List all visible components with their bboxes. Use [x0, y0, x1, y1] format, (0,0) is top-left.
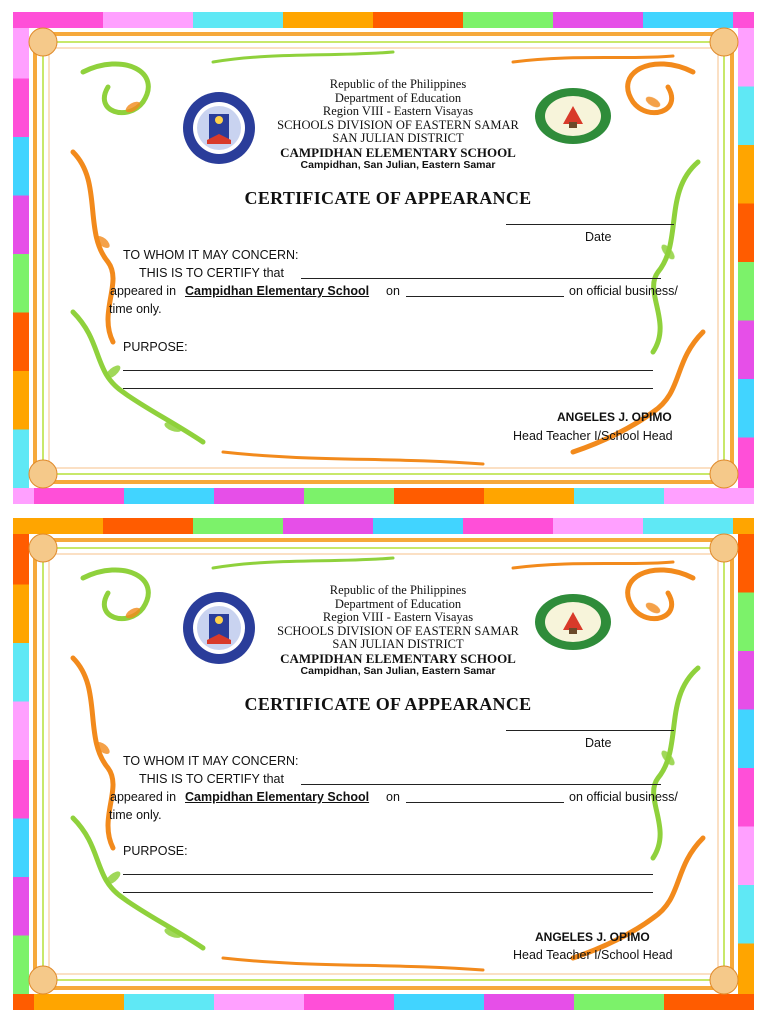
- border-stripe: [304, 488, 394, 504]
- border-stripe: [664, 994, 754, 1010]
- border-stripe: [214, 994, 304, 1010]
- certificate-title: CERTIFICATE OF APPEARANCE: [244, 188, 532, 208]
- border-stripe: [738, 944, 754, 995]
- name-blank-line: [301, 784, 661, 785]
- letterhead-line-2: Department of Education: [334, 90, 462, 105]
- border-stripe: [553, 518, 643, 534]
- date-blank-line: [406, 802, 564, 803]
- border-stripe: [738, 204, 754, 263]
- school-address: Campidhan, San Julian, Eastern Samar: [300, 159, 496, 171]
- border-stripe: [193, 12, 283, 28]
- border-stripe: [13, 488, 34, 504]
- letterhead: [243, 78, 553, 173]
- border-stripe: [394, 488, 484, 504]
- school-name-underlined: Campidhan Elementary School: [185, 284, 370, 298]
- border-stripe: [13, 518, 103, 534]
- letterhead-line-5: SAN JULIAN DISTRICT: [332, 637, 464, 651]
- purpose-line-1: [123, 874, 653, 875]
- letterhead-line-5: SAN JULIAN DISTRICT: [332, 131, 464, 145]
- school-name-underlined: Campidhan Elementary School: [185, 790, 370, 804]
- border-stripe: [643, 518, 733, 534]
- border-stripe: [738, 87, 754, 146]
- border-stripe: [13, 534, 29, 585]
- border-stripe: [738, 262, 754, 321]
- letterhead-line-1: Republic of the Philippines: [329, 583, 467, 597]
- border-stripe: [13, 371, 29, 430]
- letterhead-line-3: Region VIII - Eastern Visayas: [322, 104, 474, 118]
- official-business-text: on official business/: [569, 284, 678, 298]
- name-blank-line: [301, 278, 661, 279]
- certificate-card: [13, 12, 754, 504]
- border-stripe: [738, 379, 754, 438]
- date-blank-line: [406, 296, 564, 297]
- border-stripe: [13, 643, 29, 702]
- border-stripe: [738, 145, 754, 204]
- signatory-title: Head Teacher I/School Head: [513, 948, 673, 962]
- school-heading: CAMPIDHAN ELEMENTARY SCHOOL: [280, 144, 516, 160]
- certify-text: THIS IS TO CERTIFY that: [139, 772, 284, 786]
- date-label: Date: [585, 736, 612, 750]
- border-stripe: [738, 827, 754, 886]
- border-stripe: [103, 518, 193, 534]
- border-stripe: [574, 994, 664, 1010]
- date-line: [506, 224, 674, 225]
- border-stripe: [13, 28, 29, 79]
- salutation: TO WHOM IT MAY CONCERN:: [123, 248, 299, 262]
- border-stripe: [13, 196, 29, 255]
- border-stripe: [738, 710, 754, 769]
- signatory-title: Head Teacher I/School Head: [513, 429, 673, 443]
- purpose-line-2: [123, 892, 653, 893]
- border-stripe: [13, 79, 29, 138]
- border-stripe: [13, 877, 29, 936]
- purpose-label: PURPOSE:: [123, 844, 188, 858]
- time-text: time only.: [109, 302, 162, 316]
- border-stripe: [463, 518, 553, 534]
- border-stripe: [484, 994, 574, 1010]
- border-stripe: [124, 488, 214, 504]
- border-stripe: [103, 12, 193, 28]
- letterhead-line-4: SCHOOLS DIVISION OF EASTERN SAMAR: [277, 623, 519, 638]
- date-line: [506, 730, 674, 731]
- border-stripe: [738, 534, 754, 593]
- border-stripe: [738, 321, 754, 380]
- appeared-text: appeared in: [110, 284, 177, 298]
- certify-text: THIS IS TO CERTIFY that: [139, 266, 284, 280]
- school-address: Campidhan, San Julian, Eastern Samar: [300, 665, 496, 677]
- border-stripe: [13, 760, 29, 819]
- official-business-text: on official business/: [569, 790, 678, 804]
- letterhead-line-2: Department of Education: [334, 596, 462, 611]
- border-stripe: [13, 137, 29, 196]
- border-stripe: [373, 518, 463, 534]
- on-text: on: [386, 284, 400, 298]
- border-stripe: [13, 254, 29, 313]
- border-stripe: [373, 12, 463, 28]
- date-label: Date: [585, 230, 612, 244]
- border-stripe: [13, 994, 34, 1010]
- border-stripe: [193, 518, 283, 534]
- signatory-name: ANGELES J. OPIMO: [557, 410, 672, 424]
- on-text: on: [386, 790, 400, 804]
- border-stripe: [13, 12, 103, 28]
- purpose-line-2: [123, 388, 653, 389]
- border-stripe: [643, 12, 733, 28]
- certificate-card: [13, 518, 754, 1010]
- border-stripe: [283, 518, 373, 534]
- certificate-title: CERTIFICATE OF APPEARANCE: [244, 694, 532, 714]
- border-stripe: [34, 994, 124, 1010]
- purpose-label: PURPOSE:: [123, 340, 188, 354]
- purpose-line-1: [123, 370, 653, 371]
- time-text: time only.: [109, 808, 162, 822]
- border-stripe: [733, 12, 754, 28]
- border-stripe: [13, 936, 29, 995]
- letterhead-line-3: Region VIII - Eastern Visayas: [322, 610, 474, 624]
- border-stripe: [553, 12, 643, 28]
- border-stripe: [13, 430, 29, 489]
- border-stripe: [124, 994, 214, 1010]
- border-stripe: [283, 12, 373, 28]
- appeared-text: appeared in: [110, 790, 177, 804]
- border-stripe: [13, 313, 29, 372]
- border-stripe: [738, 651, 754, 710]
- border-stripe: [738, 28, 754, 87]
- school-heading: CAMPIDHAN ELEMENTARY SCHOOL: [280, 650, 516, 666]
- border-stripe: [733, 518, 754, 534]
- letterhead-line-1: Republic of the Philippines: [329, 77, 467, 91]
- border-stripe: [304, 994, 394, 1010]
- border-stripe: [738, 593, 754, 652]
- border-stripe: [13, 585, 29, 644]
- border-stripe: [738, 438, 754, 489]
- salutation: TO WHOM IT MAY CONCERN:: [123, 754, 299, 768]
- border-stripe: [664, 488, 754, 504]
- border-stripe: [738, 768, 754, 827]
- border-stripe: [214, 488, 304, 504]
- border-stripe: [13, 702, 29, 761]
- border-stripe: [484, 488, 574, 504]
- border-stripe: [34, 488, 124, 504]
- border-stripe: [738, 885, 754, 944]
- letterhead-line-4: SCHOOLS DIVISION OF EASTERN SAMAR: [277, 117, 519, 132]
- border-stripe: [13, 819, 29, 878]
- letterhead: [243, 584, 553, 679]
- border-stripe: [463, 12, 553, 28]
- border-stripe: [394, 994, 484, 1010]
- border-stripe: [574, 488, 664, 504]
- signatory-name: ANGELES J. OPIMO: [535, 930, 650, 944]
